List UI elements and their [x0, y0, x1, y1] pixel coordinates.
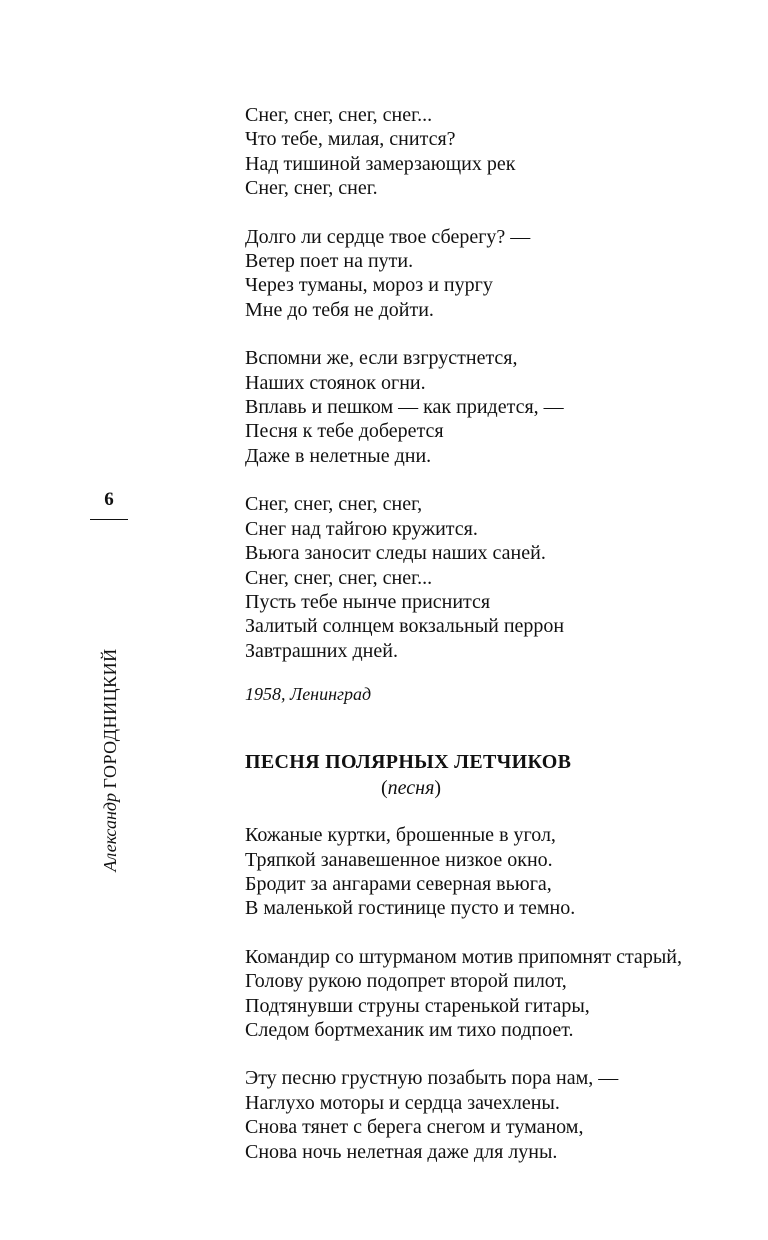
verse-line: Что тебе, милая, снится?: [245, 128, 456, 151]
verse-line: Снова ночь нелетная даже для луны.: [245, 1140, 558, 1163]
verse-line: Кожаные куртки, брошенные в угол,: [245, 824, 556, 847]
verse-line: Командир со штурманом мотив припомнят старый,: [245, 945, 682, 968]
verse-line: Снег, снег, снег, снег...: [245, 566, 433, 589]
poem2-stanza-3: [245, 1066, 725, 1164]
verse-line: Долго ли сердце твое сберегу? —: [245, 225, 531, 248]
verse-line: Бродит за ангарами северная вьюга,: [245, 872, 552, 895]
subtitle-word: песня: [387, 777, 435, 800]
verse-line: Вспомни же, если взгрустнется,: [245, 347, 518, 370]
verse-line: Вьюга заносит следы наших саней.: [245, 542, 546, 565]
poem2-stanza-2: [245, 945, 725, 1043]
poem1-date: 1958, Ленинград: [245, 684, 372, 705]
verse-line: Снег над тайгою кружится.: [245, 517, 478, 540]
verse-line: Залитый солнцем вокзальный перрон: [245, 615, 565, 638]
verse-line: Наглухо моторы и сердца зачехлены.: [245, 1091, 560, 1114]
poem1-stanza-1: [245, 103, 725, 201]
verse-line: Снег, снег, снег, снег...: [245, 104, 433, 126]
subtitle-close-paren: ): [434, 777, 442, 800]
verse-line: Над тишиной замерзающих рек: [245, 152, 516, 175]
poem1-stanza-2: [245, 225, 725, 323]
verse-line: В маленькой гостинице пусто и темно.: [245, 897, 576, 920]
subtitle-open-paren: (: [381, 777, 388, 800]
verse-line: Голову рукою подопрет второй пилот,: [245, 970, 567, 993]
verse-line: Даже в нелетные дни.: [245, 444, 432, 467]
verse-line: Подтянувши струны старенькой гитары,: [245, 994, 590, 1017]
verse-line: Мне до тебя не дойти.: [245, 298, 434, 321]
verse-line: Наших стоянок огни.: [245, 371, 426, 394]
verse-line: Пусть тебе нынче приснится: [245, 590, 491, 613]
running-header-author: [101, 648, 119, 871]
song-subtitle: [245, 775, 725, 801]
author-last-name: ГОРОДНИЦКИЙ: [100, 648, 120, 789]
verse-line: Завтрашних дней.: [245, 639, 398, 662]
verse-line: Снег, снег, снег, снег,: [245, 493, 423, 516]
poem2-stanza-1: [245, 823, 725, 921]
poem1-stanza-4: [245, 492, 725, 663]
verse-line: Снег, снег, снег.: [245, 177, 378, 200]
verse-line: Песня к тебе доберется: [245, 420, 444, 443]
page-number-rule: [90, 519, 128, 520]
poem-text: [245, 103, 725, 1188]
verse-line: Ветер поет на пути.: [245, 250, 414, 273]
verse-line: Вплавь и пешком — как придется, —: [245, 396, 564, 419]
verse-line: Через туманы, мороз и пургу: [245, 274, 493, 297]
song-title: ПЕСНЯ ПОЛЯРНЫХ ЛЕТЧИКОВ: [245, 751, 572, 774]
verse-line: Эту песню грустную позабыть пора нам, —: [245, 1067, 619, 1090]
verse-line: Тряпкой занавешенное низкое окно.: [245, 848, 553, 871]
poem1-stanza-3: [245, 346, 725, 468]
verse-line: Следом бортмеханик им тихо подпоет.: [245, 1018, 574, 1041]
author-first-name: Александр: [100, 793, 120, 872]
verse-line: Снова тянет с берега снегом и туманом,: [245, 1116, 584, 1139]
page-number: 6: [104, 489, 114, 510]
